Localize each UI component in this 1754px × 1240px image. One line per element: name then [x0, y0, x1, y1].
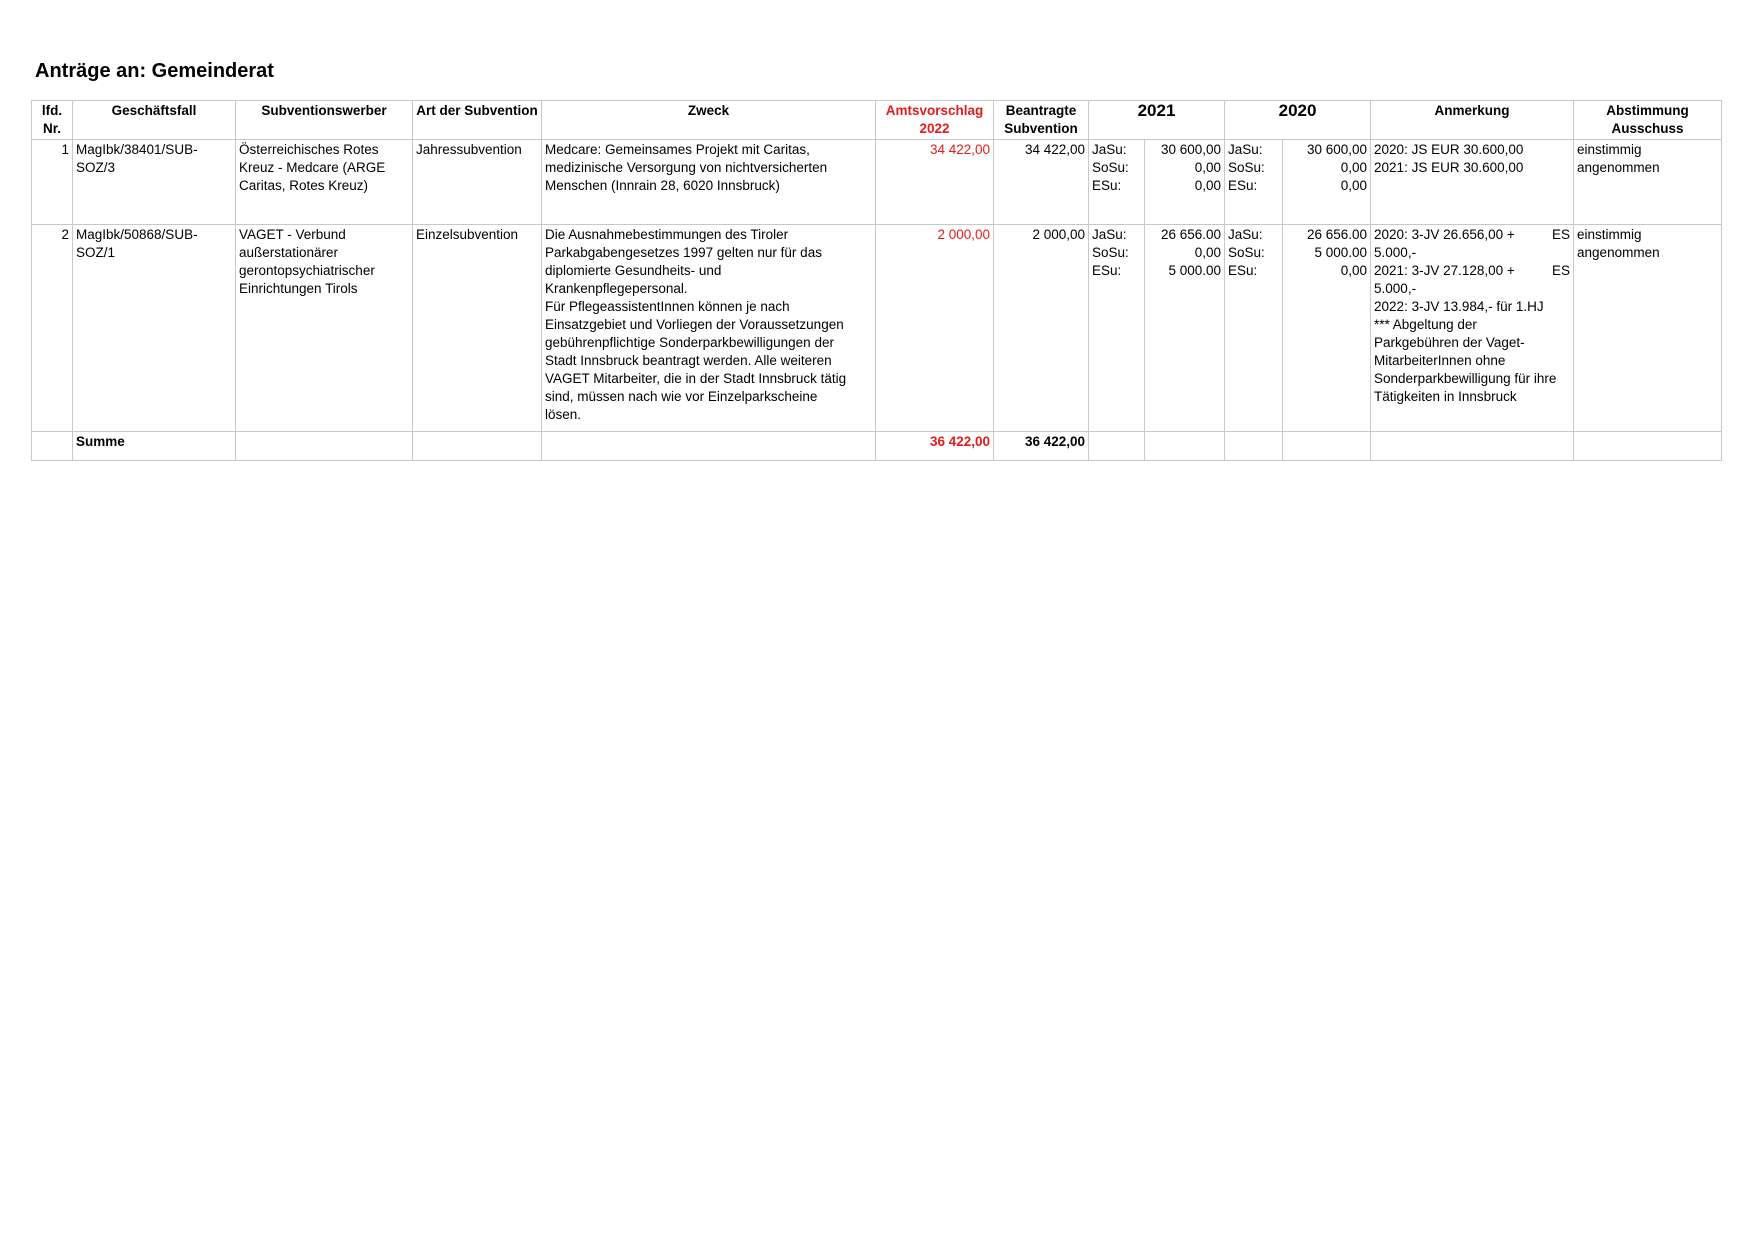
cell-anmerkung — [1371, 225, 1574, 432]
line — [1374, 262, 1570, 280]
line: MagIbk/50868/SUB- — [76, 227, 198, 242]
line — [1374, 388, 1570, 406]
cell-empty — [413, 432, 542, 461]
line: einstimmig — [1577, 227, 1642, 242]
label: SoSu: — [1092, 245, 1129, 260]
label: ESu: — [1092, 263, 1122, 278]
cell-subventionswerber — [236, 225, 413, 432]
cell-subventionswerber — [236, 140, 413, 225]
value: 26 656.00 — [1306, 227, 1368, 242]
line: Parkabgabengesetzes 1997 gelten nur für das — [545, 245, 822, 260]
label: ESu: — [1228, 263, 1258, 278]
line: Für PflegeassistentInnen können je nach — [545, 299, 790, 314]
cell-geschaeftsfall — [73, 225, 236, 432]
value: 5 000.00 — [1314, 245, 1368, 260]
value: 0,00 — [1340, 178, 1368, 193]
label: ESu: — [1092, 178, 1122, 193]
cell-amtsvorschlag: 34 422,00 — [876, 140, 994, 225]
summe-amtsvorschlag: 36 422,00 — [876, 432, 994, 461]
text: Sonderparkbewilligung für ihre — [1374, 371, 1557, 386]
cell-empty — [1574, 432, 1722, 461]
label: JaSu: — [1228, 142, 1263, 157]
line: Einsatzgebiet und Vorliegen der Voraussetzungen — [545, 317, 844, 332]
summe-row — [32, 432, 1722, 461]
cell-zweck — [542, 225, 876, 432]
value: 5 000.00 — [1168, 263, 1222, 278]
line — [1374, 141, 1570, 159]
cell-nr: 2 — [32, 225, 73, 432]
label: JaSu: — [1092, 227, 1127, 242]
line: gerontopsychiatrischer — [239, 263, 375, 278]
line: Caritas, Rotes Kreuz) — [239, 178, 369, 193]
line: lösen. — [545, 407, 582, 422]
line: diplomierte Gesundheits- und — [545, 263, 722, 278]
value: 0,00 — [1194, 245, 1222, 260]
cell-empty — [1371, 432, 1574, 461]
text: 5.000,- — [1374, 245, 1417, 260]
value: 30 600,00 — [1160, 142, 1222, 157]
label: SoSu: — [1228, 245, 1265, 260]
cell-2020-labels — [1225, 140, 1283, 225]
cell-2020-values — [1283, 225, 1371, 432]
line: SOZ/3 — [76, 160, 116, 175]
header-anmerkung: Anmerkung — [1371, 101, 1574, 140]
line: VAGET - Verbund — [239, 227, 346, 242]
line — [1374, 334, 1570, 352]
line: Die Ausnahmebestimmungen des Tiroler — [545, 227, 789, 242]
suffix: ES — [1552, 263, 1571, 278]
line: Kreuz - Medcare (ARGE — [239, 160, 386, 175]
line: Stadt Innsbruck beantragt werden. Alle weiteren — [545, 353, 832, 368]
value: 30 600,00 — [1306, 142, 1368, 157]
header-nr: lfd. Nr. — [32, 101, 73, 140]
table-row — [32, 140, 1722, 225]
cell-2020-labels — [1225, 225, 1283, 432]
cell-empty — [542, 432, 876, 461]
line — [1374, 226, 1570, 244]
line: Krankenpflegepersonal. — [545, 281, 688, 296]
line — [1374, 316, 1570, 334]
text: 2022: 3-JV 13.984,- für 1.HJ — [1374, 299, 1544, 314]
text: Parkgebühren der Vaget- — [1374, 335, 1525, 350]
cell-2021-values — [1145, 225, 1225, 432]
line: Einrichtungen Tirols — [239, 281, 358, 296]
cell-empty — [236, 432, 413, 461]
text: MitarbeiterInnen ohne — [1374, 353, 1506, 368]
line: sind, müssen nach wie vor Einzelparkscheine — [545, 389, 818, 404]
line: VAGET Mitarbeiter, die in der Stadt Innsbruck tätig — [545, 371, 847, 386]
value: 0,00 — [1340, 263, 1368, 278]
header-zweck: Zweck — [542, 101, 876, 140]
cell-2020-values — [1283, 140, 1371, 225]
header-art: Art der Subvention — [413, 101, 542, 140]
text: 2021: JS EUR 30.600,00 — [1374, 160, 1524, 175]
suffix: ES — [1552, 227, 1571, 242]
header-geschaeftsfall: Geschäftsfall — [73, 101, 236, 140]
cell-geschaeftsfall — [73, 140, 236, 225]
cell-abstimmung — [1574, 225, 1722, 432]
cell-abstimmung — [1574, 140, 1722, 225]
line: medizinische Versorgung von nichtversicherten — [545, 160, 828, 175]
line: außerstationärer — [239, 245, 339, 260]
line — [1374, 370, 1570, 388]
cell-beantragte: 34 422,00 — [994, 140, 1089, 225]
cell-2021-values — [1145, 140, 1225, 225]
cell-empty — [1145, 432, 1225, 461]
cell-empty — [1089, 432, 1145, 461]
cell-art: Jahressubvention — [413, 140, 542, 225]
value: 0,00 — [1194, 160, 1222, 175]
line — [1374, 280, 1570, 298]
summe-beantragte: 36 422,00 — [994, 432, 1089, 461]
cell-empty — [1225, 432, 1283, 461]
cell-anmerkung — [1371, 140, 1574, 225]
cell-empty — [32, 432, 73, 461]
text: 2021: 3-JV 27.128,00 + — [1374, 263, 1515, 278]
text: 5.000,- — [1374, 281, 1417, 296]
text: 2020: JS EUR 30.600,00 — [1374, 142, 1524, 157]
header-subventionswerber: Subventionswerber — [236, 101, 413, 140]
line: angenommen — [1577, 245, 1660, 260]
label: SoSu: — [1228, 160, 1265, 175]
line — [1374, 352, 1570, 370]
line: SOZ/1 — [76, 245, 116, 260]
line: Medcare: Gemeinsames Projekt mit Caritas, — [545, 142, 810, 157]
header-2021: 2021 — [1089, 101, 1225, 140]
cell-art: Einzelsubvention — [413, 225, 542, 432]
value: 0,00 — [1194, 178, 1222, 193]
cell-2021-labels — [1089, 225, 1145, 432]
line: gebührenpflichtige Sonderparkbewilligungen der — [545, 335, 834, 350]
cell-empty — [1283, 432, 1371, 461]
header-2020: 2020 — [1225, 101, 1371, 140]
header-amtsvorschlag: Amtsvorschlag 2022 — [876, 101, 994, 140]
line — [1374, 298, 1570, 316]
text: *** Abgeltung der — [1374, 317, 1477, 332]
summe-label: Summe — [73, 432, 236, 461]
header-row — [32, 101, 1722, 140]
value: 0,00 — [1340, 160, 1368, 175]
label: ESu: — [1228, 178, 1258, 193]
cell-2021-labels — [1089, 140, 1145, 225]
line: MagIbk/38401/SUB- — [76, 142, 198, 157]
label: SoSu: — [1092, 160, 1129, 175]
header-beantragte: Beantragte Subvention — [994, 101, 1089, 140]
cell-nr: 1 — [32, 140, 73, 225]
cell-zweck — [542, 140, 876, 225]
line: einstimmig — [1577, 142, 1642, 157]
table-row — [32, 225, 1722, 432]
line — [1374, 159, 1570, 177]
page-title: Anträge an: Gemeinderat — [35, 60, 274, 82]
line — [1374, 244, 1570, 262]
line: Menschen (Innrain 28, 6020 Innsbruck) — [545, 178, 780, 193]
text: 2020: 3-JV 26.656,00 + — [1374, 227, 1515, 242]
text: Tätigkeiten in Innsbruck — [1374, 389, 1517, 404]
line: Österreichisches Rotes — [239, 142, 379, 157]
line: angenommen — [1577, 160, 1660, 175]
cell-amtsvorschlag: 2 000,00 — [876, 225, 994, 432]
value: 26 656.00 — [1160, 227, 1222, 242]
cell-beantragte: 2 000,00 — [994, 225, 1089, 432]
subsidy-table — [31, 100, 1722, 461]
label: JaSu: — [1092, 142, 1127, 157]
header-abstimmung: Abstimmung Ausschuss — [1574, 101, 1722, 140]
label: JaSu: — [1228, 227, 1263, 242]
